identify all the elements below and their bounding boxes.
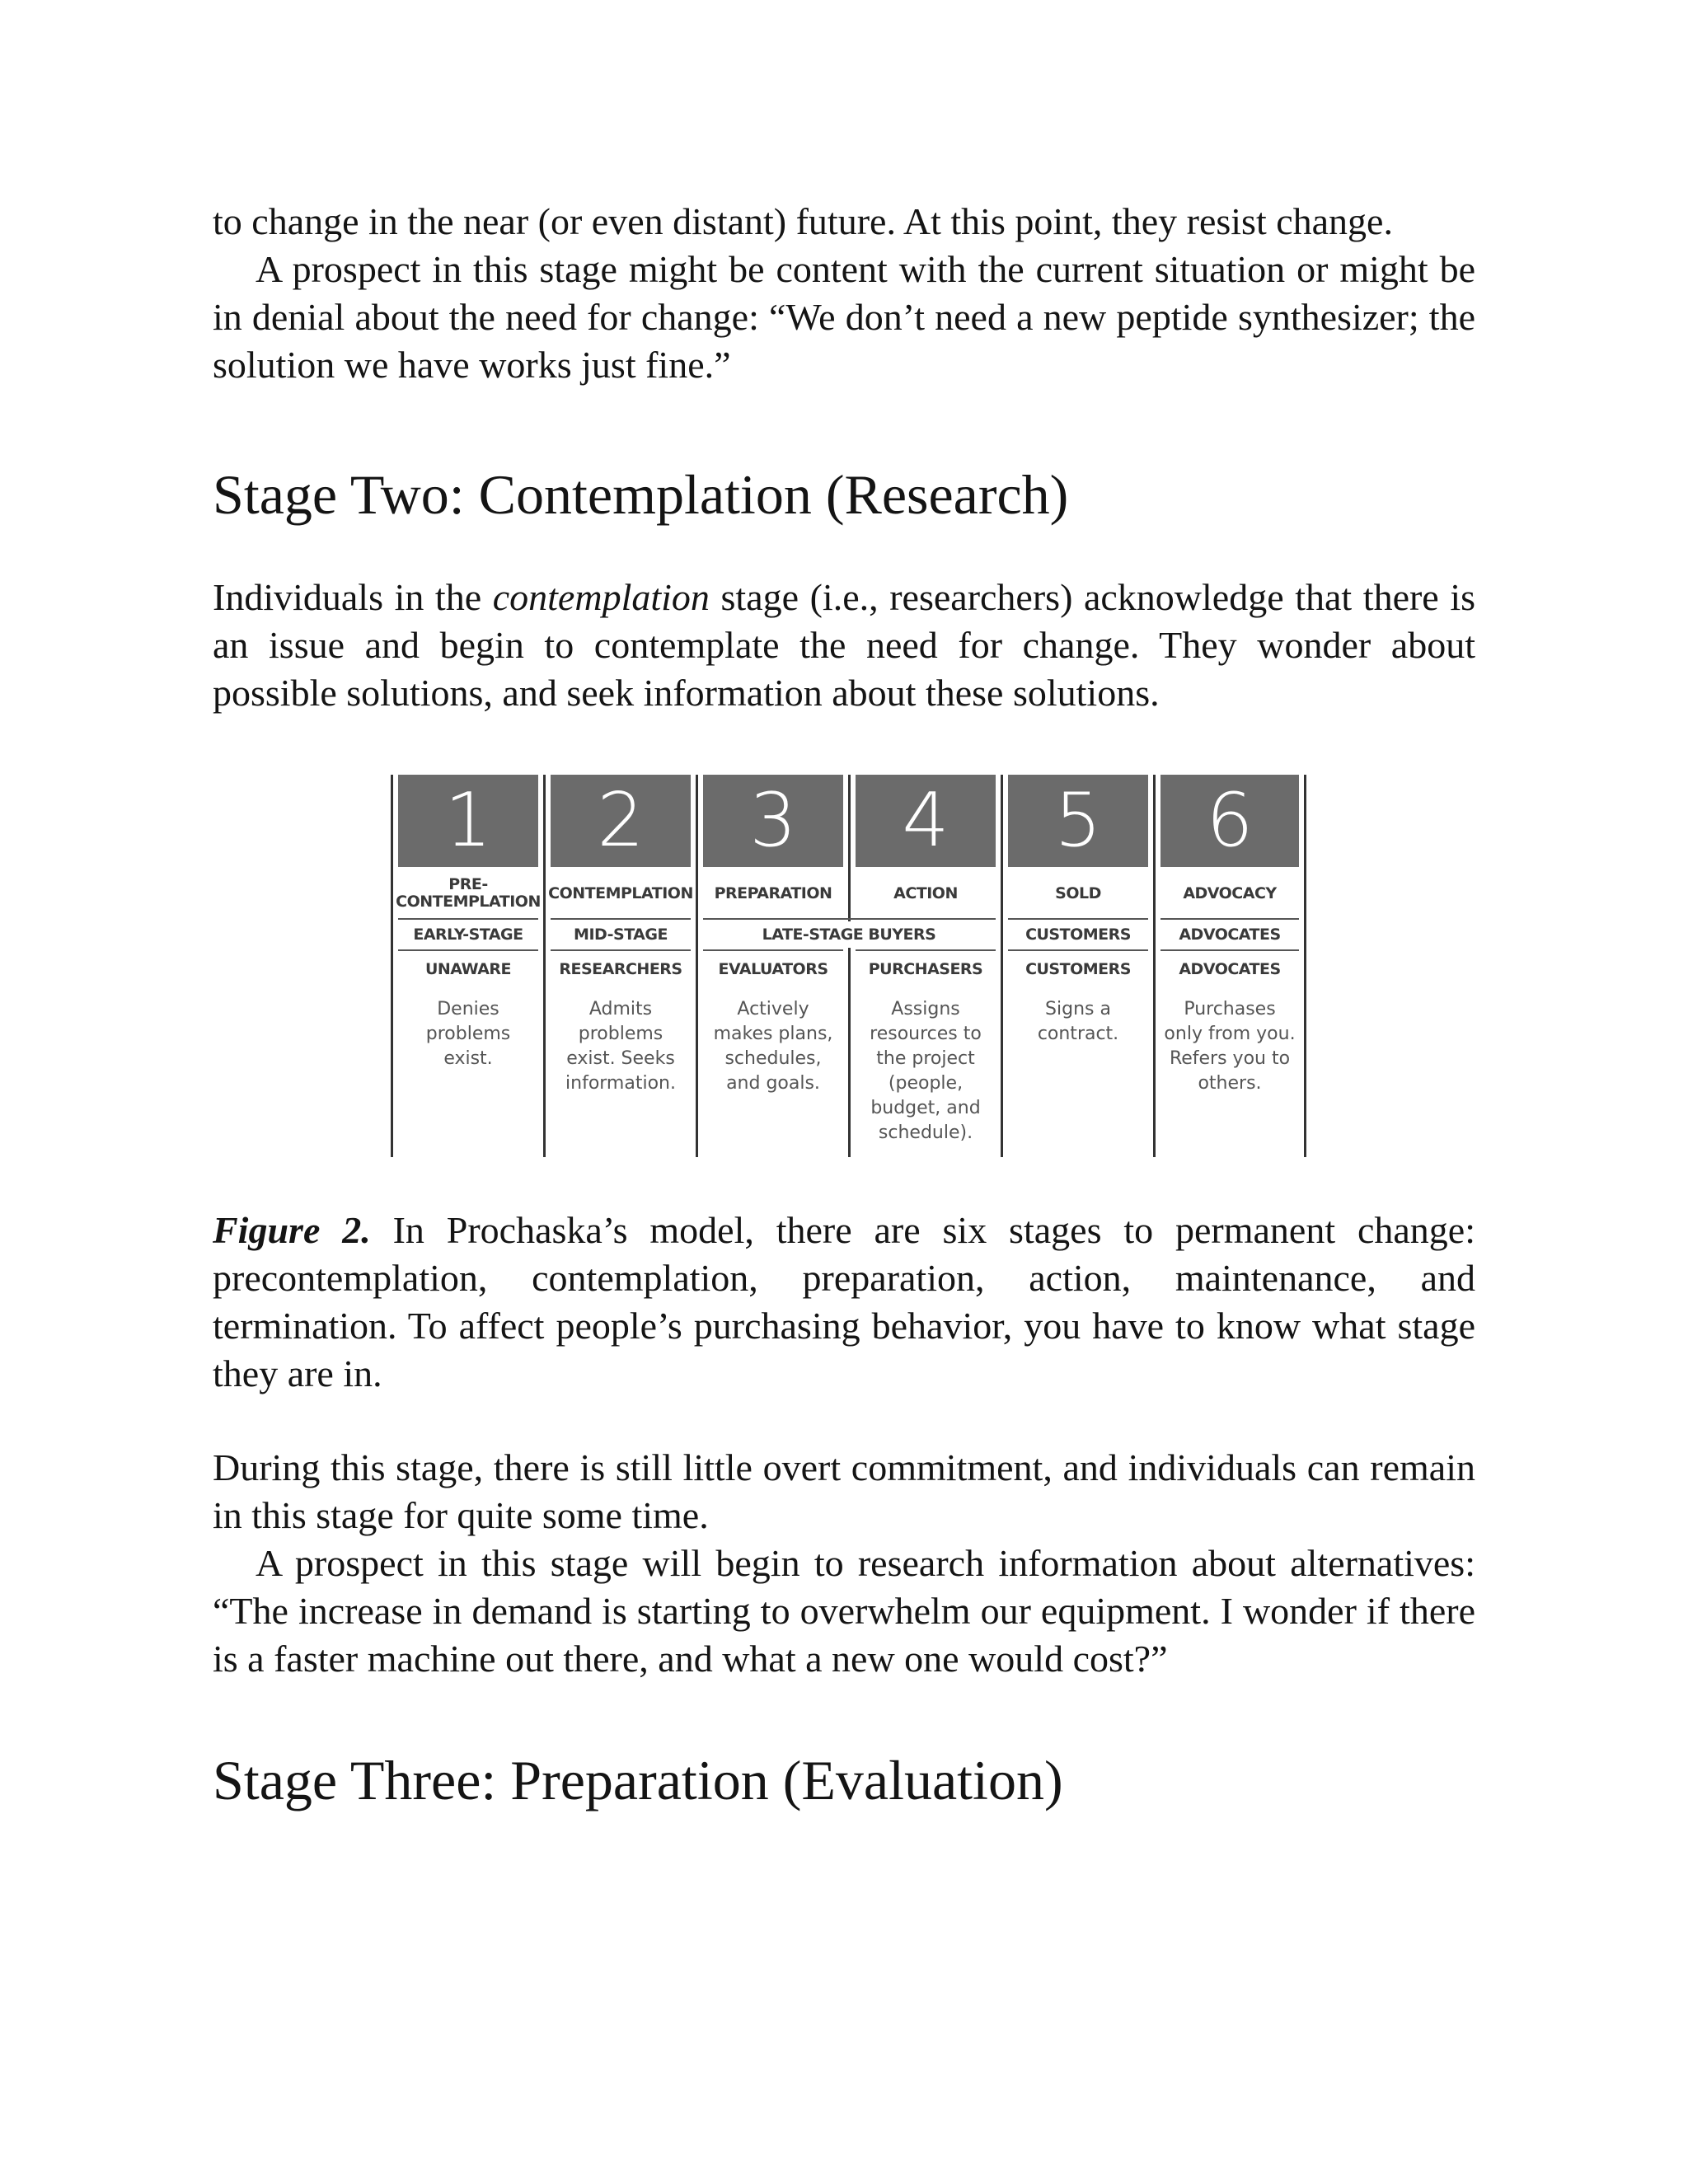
stage-description: Admits problems exist. Seeks information. bbox=[565, 999, 676, 1094]
stage-name: ACTION bbox=[893, 883, 958, 902]
section-heading: Stage Two: Contemplation (Research) bbox=[213, 463, 1069, 526]
stage-name: SOLD bbox=[1055, 883, 1101, 902]
section-heading: Stage Three: Preparation (Evaluation) bbox=[213, 1749, 1063, 1811]
stage-description: Assigns resources to the project (people, budget, and schedule). bbox=[870, 999, 982, 1143]
divider bbox=[1008, 949, 1148, 951]
paragraph: to change in the near (or even distant) future. At this point, they resist change. bbox=[213, 200, 1393, 242]
paragraph: During this stage, there is still little overt commitment, and individuals can remain in this stage for quite some time. bbox=[213, 1446, 1475, 1536]
divider bbox=[551, 918, 691, 920]
divider bbox=[1160, 918, 1299, 920]
stage-column bbox=[543, 775, 696, 1157]
stage-name: PRE- CONTEMPLATION bbox=[396, 875, 541, 911]
stage-column bbox=[391, 775, 543, 1157]
paragraph-text: Individuals in the bbox=[213, 576, 493, 618]
paragraph bbox=[213, 574, 1475, 717]
stage-number: 4 bbox=[856, 775, 996, 867]
stage-description: Actively makes plans, schedules, and goals. bbox=[713, 999, 833, 1094]
caption-text: In Prochaska’s model, there are six stages to permanent change: precontemplation, contemplation, preparation, action, maintenance, and termination. To affect people’s purchasing behavior, you have to know what stage they are in. bbox=[213, 1209, 1475, 1394]
stage-column bbox=[848, 775, 1001, 1157]
paragraph: A prospect in this stage might be content with the current situation or might be in denial about the need for change: “We don’t need a new peptide synthesizer; the solution we have works just fine.” bbox=[213, 248, 1475, 386]
stage-role: RESEARCHERS bbox=[559, 960, 682, 978]
stage-description: Purchases only from you. Refers you to others. bbox=[1164, 999, 1296, 1094]
divider bbox=[1160, 949, 1299, 951]
caption-label: Figure 2. bbox=[213, 1209, 371, 1251]
divider bbox=[703, 949, 843, 951]
stage-description: Signs a contract. bbox=[1037, 999, 1119, 1044]
stage-description: Denies problems exist. bbox=[425, 999, 511, 1069]
paragraph-text: stage (i.e., researchers) acknowledge that there is an issue and begin to contemplate the need for change. They wonder about possible solutions, and seek information about these solutions. bbox=[213, 576, 1475, 714]
stage-role: PURCHASERS bbox=[868, 960, 983, 978]
stage-name: ADVOCACY bbox=[1183, 883, 1277, 902]
stage-group: ADVOCATES bbox=[1179, 926, 1281, 944]
stage-role: UNAWARE bbox=[424, 960, 512, 978]
stage-number: 2 bbox=[551, 775, 691, 867]
stage-number: 5 bbox=[1008, 775, 1148, 867]
stage-role: ADVOCATES bbox=[1179, 960, 1281, 978]
emphasis-text: contemplation bbox=[492, 576, 710, 618]
document-page bbox=[213, 198, 1475, 1813]
divider bbox=[856, 949, 996, 951]
divider bbox=[848, 918, 996, 920]
stage-column bbox=[696, 775, 848, 1157]
figure-caption bbox=[213, 1207, 1475, 1398]
stage-role: CUSTOMERS bbox=[1025, 960, 1131, 978]
stage-column bbox=[1001, 775, 1153, 1157]
divider bbox=[1008, 918, 1148, 920]
stages-figure bbox=[391, 775, 1304, 1157]
stage-column bbox=[1153, 775, 1306, 1157]
stage-group: CUSTOMERS bbox=[1025, 926, 1131, 944]
stage-name: CONTEMPLATION bbox=[548, 883, 693, 902]
stage-name: PREPARATION bbox=[714, 883, 832, 902]
paragraph: A prospect in this stage will begin to research information about alternatives: “The increase in demand is starting to overwhelm our equipment. I wonder if there is a faster machine out there, and what a new one would cost?” bbox=[213, 1542, 1475, 1680]
divider bbox=[398, 918, 538, 920]
stage-group: EARLY-STAGE bbox=[413, 926, 523, 944]
divider bbox=[703, 918, 851, 920]
stage-role: EVALUATORS bbox=[718, 960, 828, 978]
late-stage-label: LATE-STAGE BUYERS bbox=[762, 926, 936, 944]
stage-number: 1 bbox=[398, 775, 538, 867]
stage-number: 6 bbox=[1160, 775, 1299, 867]
divider bbox=[398, 949, 538, 951]
stage-number: 3 bbox=[703, 775, 843, 867]
divider bbox=[551, 949, 691, 951]
stage-group: MID-STAGE bbox=[574, 926, 668, 944]
